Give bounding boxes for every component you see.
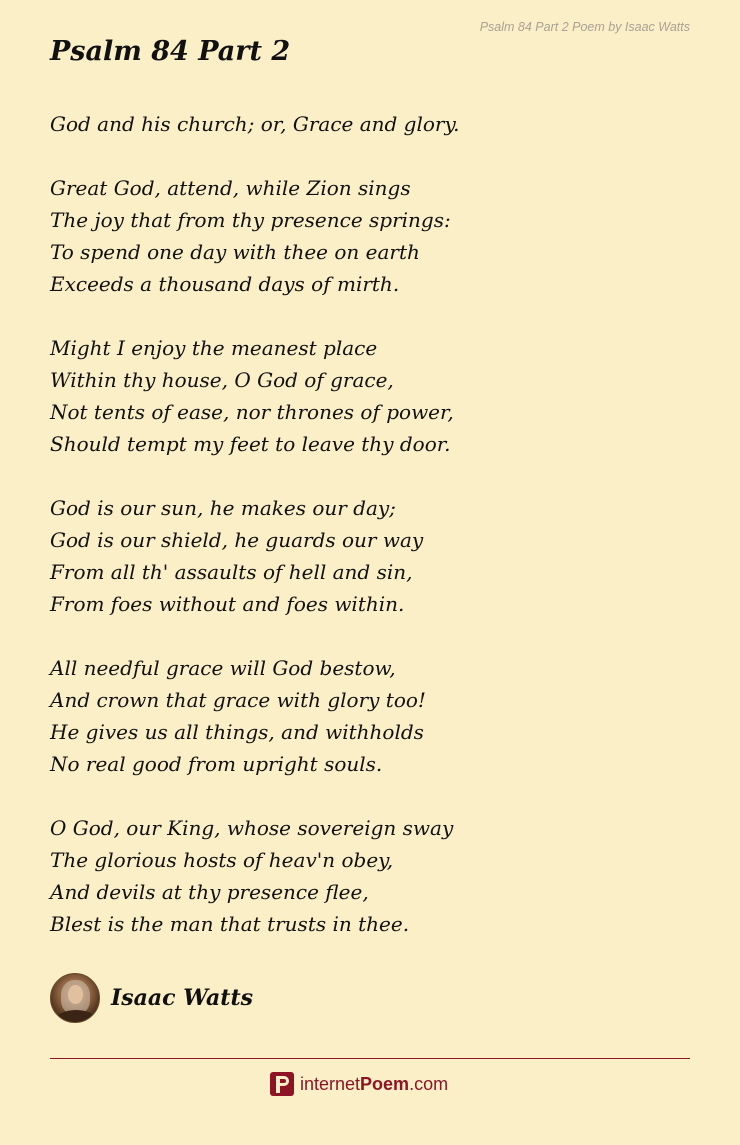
internetpoem-logo-icon	[270, 1072, 294, 1096]
brand-bold: Poem	[360, 1073, 410, 1094]
poem-line: O God, our King, whose sovereign sway	[50, 816, 454, 840]
poem-line: From foes without and foes within.	[50, 592, 405, 616]
author-row[interactable]	[50, 972, 253, 1024]
footer-divider	[50, 1058, 690, 1059]
poem-line: God is our sun, he makes our day;	[50, 496, 396, 520]
avatar-coat	[56, 1010, 96, 1023]
brand-logo[interactable]	[270, 1071, 448, 1097]
poem-line: Exceeds a thousand days of mirth.	[50, 272, 400, 296]
header-caption: Psalm 84 Part 2 Poem by Isaac Watts	[479, 20, 690, 34]
stanza-6	[50, 812, 690, 940]
poem-line: Might I enjoy the meanest place	[50, 336, 378, 360]
poem-line: The joy that from thy presence springs:	[50, 208, 451, 232]
poem-line: The glorious hosts of heav'n obey,	[50, 848, 394, 872]
poem-line: Not tents of ease, nor thrones of power,	[50, 400, 454, 424]
brand-suffix: .com	[409, 1073, 449, 1094]
stanza-1	[50, 108, 690, 140]
poem-title: Psalm 84 Part 2	[50, 36, 291, 67]
author-name[interactable]: Isaac Watts	[111, 985, 254, 1011]
poem-line: To spend one day with thee on earth	[50, 240, 420, 264]
poem-line: God and his church; or, Grace and glory.	[50, 112, 460, 136]
poem-line: No real good from upright souls.	[50, 752, 383, 776]
poem-line: From all th' assaults of hell and sin,	[50, 560, 413, 584]
poem-line: All needful grace will God bestow,	[50, 656, 396, 680]
poem-body	[50, 108, 690, 972]
avatar-face	[68, 985, 83, 1004]
poem-line: And devils at thy presence flee,	[50, 880, 369, 904]
poem-line: He gives us all things, and withholds	[50, 720, 424, 744]
stanza-2	[50, 172, 690, 300]
brand-prefix: internet	[300, 1073, 361, 1094]
poem-line: Within thy house, O God of grace,	[50, 368, 394, 392]
stanza-5	[50, 652, 690, 780]
author-avatar[interactable]	[50, 973, 100, 1023]
poem-line: Should tempt my feet to leave thy door.	[50, 432, 451, 456]
poem-line: Blest is the man that trusts in thee.	[50, 912, 410, 936]
stanza-4	[50, 492, 690, 620]
poem-line: And crown that grace with glory too!	[50, 688, 426, 712]
stanza-3	[50, 332, 690, 460]
poem-line: God is our shield, he guards our way	[50, 528, 424, 552]
poem-line: Great God, attend, while Zion sings	[50, 176, 411, 200]
